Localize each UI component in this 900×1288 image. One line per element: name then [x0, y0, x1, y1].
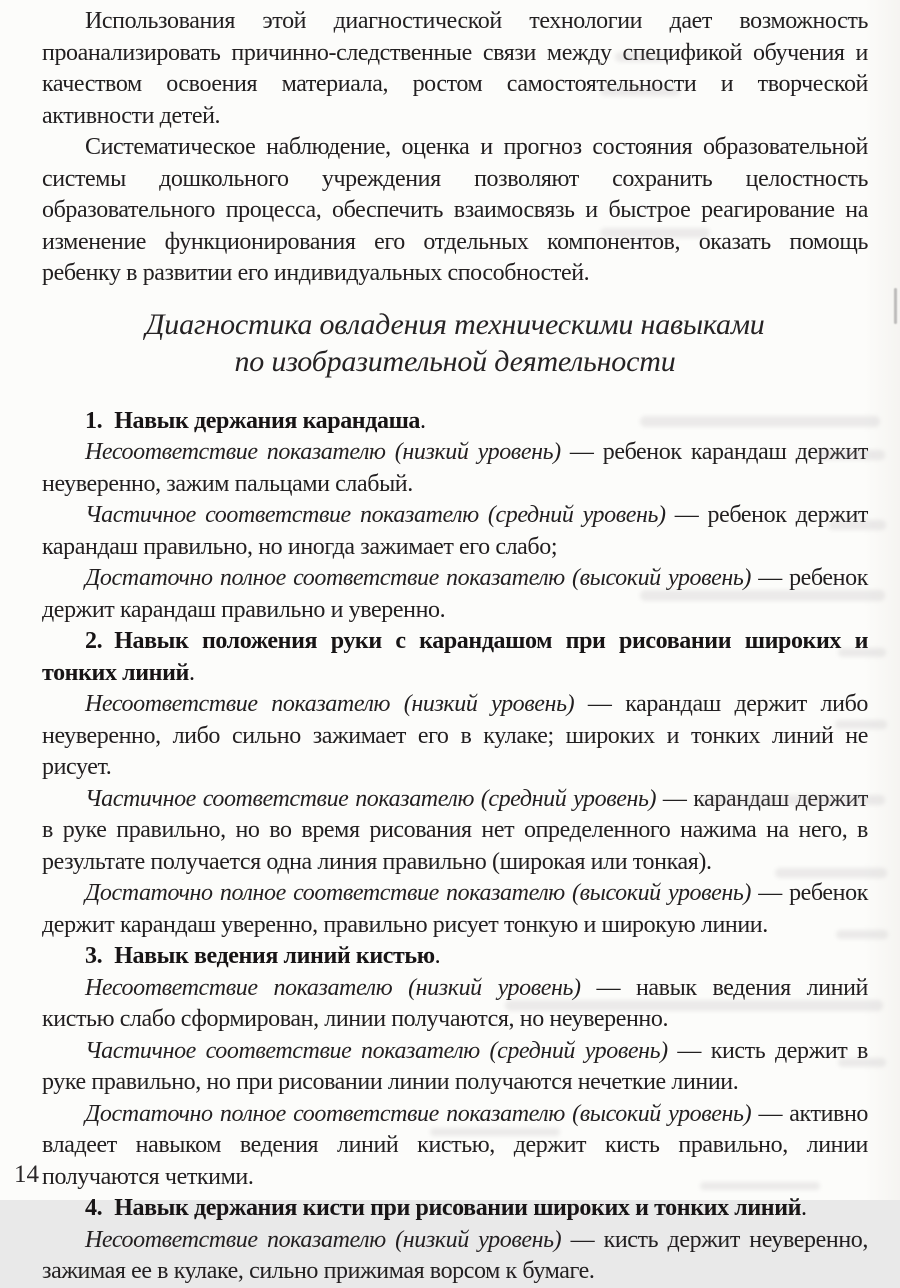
item-2-level-low [42, 689, 868, 784]
item-4-number: 4. [85, 1195, 103, 1221]
item-2-title-text: Навык положения руки с карандашом при рисовании широких и тонких линий [42, 628, 868, 686]
item-1-number: 1. [85, 407, 103, 434]
item-1-title: 1. Навык держания карандаша. [85, 407, 426, 434]
item-3-level-mid [42, 1036, 868, 1099]
item-3-title-text: Навык ведения линий кистью [114, 943, 435, 969]
item-4-title: 4. Навык держания кисти при рисовании широких и тонких линий. [85, 1195, 807, 1221]
item-3-number: 3. [85, 943, 103, 969]
level-text: — ребенок держит карандаш уверенно, правильно рисует тонкую и широкую линии. [42, 880, 868, 938]
section-heading [42, 306, 868, 380]
item-3-level-high [42, 1099, 868, 1194]
level-label: Несоответствие показателю (низкий уровень) [85, 439, 561, 465]
item-1-level-low [42, 437, 868, 500]
item-1-level-mid [42, 500, 868, 563]
level-text: — карандаш держит либо неуверенно, либо сильно зажимает его в кулаке; широких и тонких линий не рисует. [42, 691, 868, 780]
level-text: — навык ведения линий кистью слабо сформирован, линии получаются, но неуверенно. [42, 974, 868, 1032]
level-label: Несоответствие показателю (низкий уровень) [85, 974, 581, 1001]
level-text: — карандаш держит в руке правильно, но во время рисования нет определенного нажима на него, в результате получается одна линия правильно (широкая или тонкая). [42, 785, 868, 875]
item-4-title-text: Навык держания кисти при рисовании широких и тонких линий [114, 1195, 802, 1221]
item-2-level-high [42, 878, 868, 941]
level-text: — кисть держит в руке правильно, но при рисовании линии получаются нечеткие линии. [42, 1037, 868, 1095]
level-text: — активно владеет навыком ведения линий кистью, держит кисть правильно, линии получаются четкими. [42, 1100, 868, 1190]
level-label: Частичное соответствие показателю (средний уровень) [85, 785, 657, 812]
level-label: Достаточно полное соответствие показателю (высокий уровень) [85, 565, 752, 591]
section-heading-line-1: Диагностика овладения техническими навыками [145, 307, 765, 341]
level-label: Достаточно полное соответствие показателю (высокий уровень) [85, 1100, 752, 1127]
scan-edge-mark [894, 288, 897, 324]
level-text: — ребенок держит карандаш правильно, но иногда зажимает его слабо; [42, 502, 868, 560]
level-text: — ребенок держит карандаш правильно и уверенно. [42, 565, 868, 623]
page-number: 14 [14, 1161, 39, 1188]
item-1-title-text: Навык держания карандаша [114, 407, 421, 434]
level-label: Достаточно полное соответствие показателю (высокий уровень) [85, 880, 752, 906]
intro-paragraph-1: Использования этой диагностической технологии дает возможность проанализировать причинно-следственные связи между спецификой обучения и качеством освоения материала, ростом самостоятельности и творческой активности детей. [42, 8, 868, 129]
level-text: — кисть держит неуверенно, зажимая ее в кулаке, сильно прижимая ворсом к бумаге. [42, 1226, 868, 1284]
item-2-title: 2. Навык положения руки с карандашом при рисовании широких и тонких линий. [42, 628, 868, 686]
level-label: Частичное соответствие показателю (средний уровень) [85, 502, 666, 528]
page-text-block [42, 6, 868, 1288]
level-label: Частичное соответствие показателю (средний уровень) [85, 1037, 668, 1064]
section-heading-line-2: по изобразительной деятельности [234, 344, 676, 378]
item-1-level-high [42, 563, 868, 626]
intro-paragraph-2: Систематическое наблюдение, оценка и прогноз состояния образовательной системы дошкольного учреждения позволяют сохранить целостность образовательного процесса, обеспечить взаимосвязь и быстрое реагирование на изменение функционирования его отдельных компонентов, оказать помощь ребенку в развитии его индивидуальных способностей. [42, 134, 868, 286]
level-text: — ребенок карандаш держит неуверенно, зажим пальцами слабый. [42, 439, 868, 497]
level-label: Несоответствие показателю (низкий уровень) [85, 691, 575, 717]
item-2-level-mid [42, 784, 868, 879]
item-4-level-low [42, 1225, 868, 1288]
item-3-level-low [42, 973, 868, 1036]
level-label: Несоответствие показателю (низкий уровень) [85, 1226, 562, 1253]
item-2-number: 2. [85, 628, 103, 654]
item-3-title: 3. Навык ведения линий кистью. [85, 943, 441, 969]
